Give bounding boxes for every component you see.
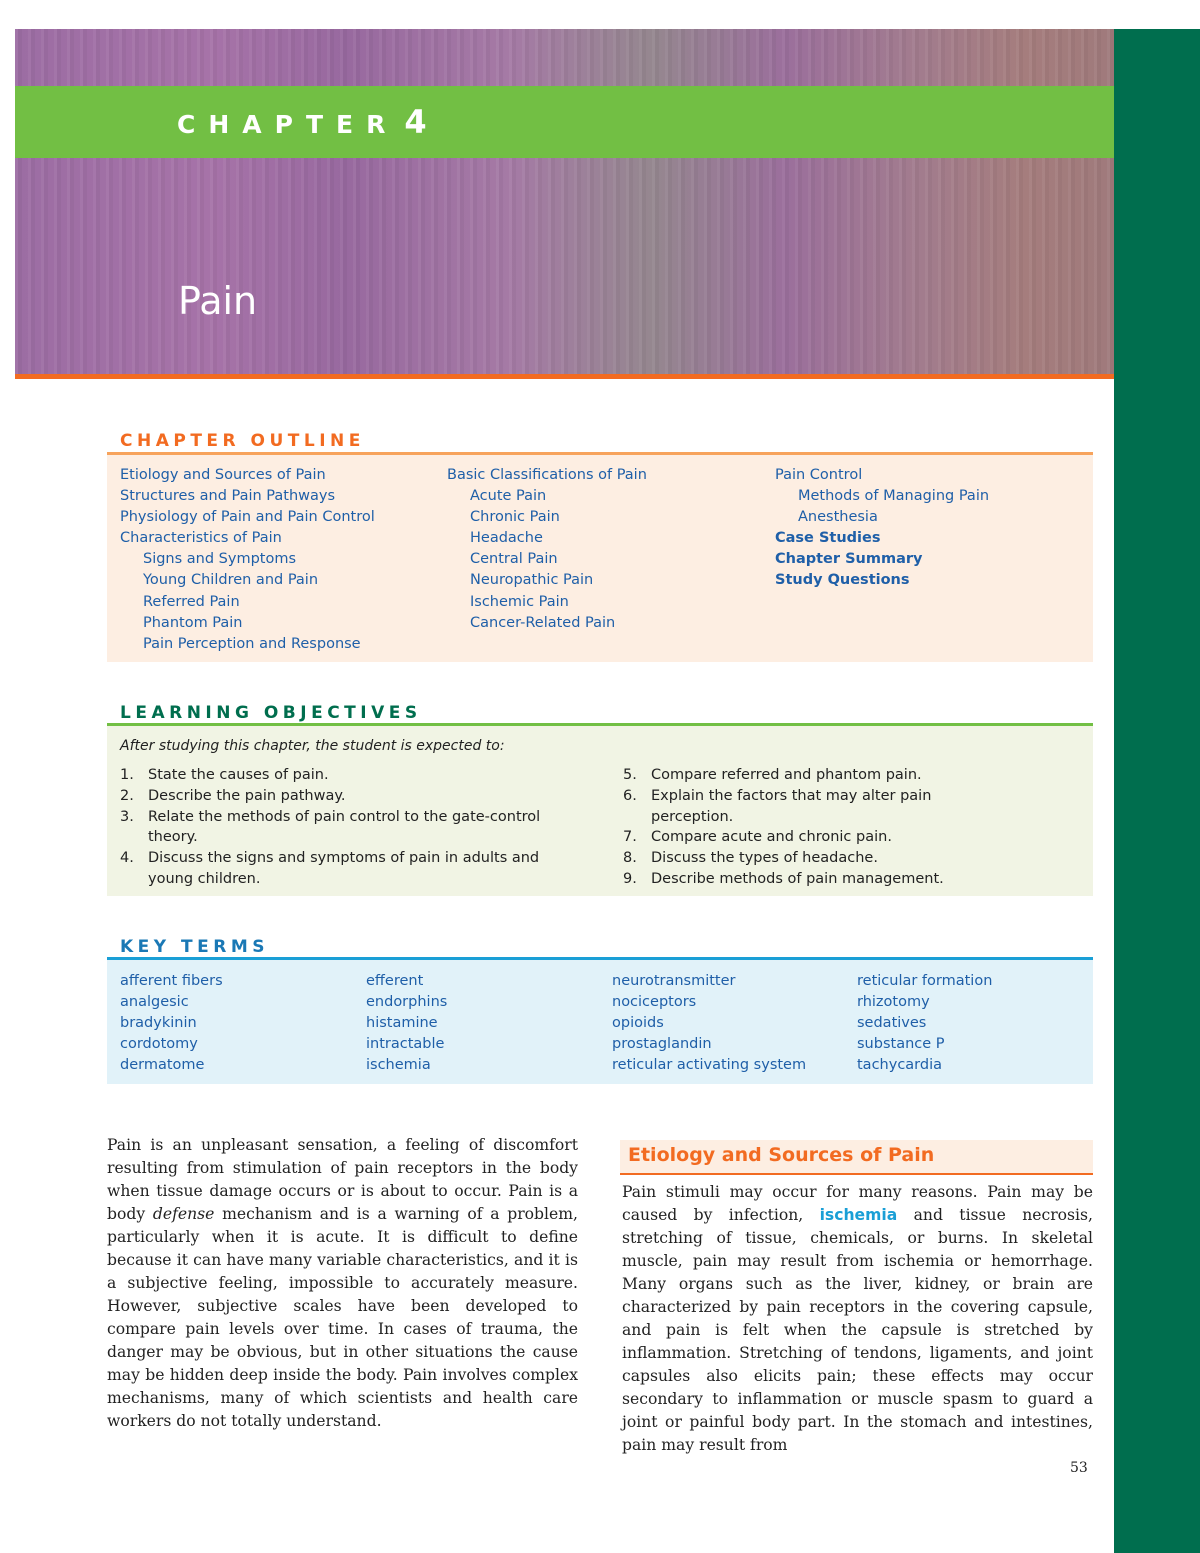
objective-text: Explain the factors that may alter pain perception. — [651, 787, 932, 825]
outline-item[interactable]: Chronic Pain — [470, 509, 560, 526]
outline-item[interactable]: Pain Control — [775, 467, 863, 483]
objective-number: 7. — [623, 829, 637, 846]
outline-item[interactable]: Signs and Symptoms — [143, 551, 297, 568]
key-terms-column — [857, 971, 992, 1076]
etiology-paragraph: Pain stimuli may occur for many reasons. Pain may be caused by infection, ischemia and tissue necrosis, stretching of tissue, chemicals, or burns. In skeletal muscle, pain may result from ischemia or hemorrhage. Many organs such as the liver, kidney, or brain are characterized by pain receptors in the covering capsule, and pain is felt when the capsule is stretched by inflammation. Stretching of tendons, ligaments, and joint capsules also elicits pain; these effects may occur secondary to inflammation or muscle spasm to guard a joint or painful body part. In the stomach and intestines, pain may result from — [622, 1183, 1093, 1454]
chapter-banner — [15, 29, 1114, 374]
learning-objectives — [107, 726, 1093, 896]
banner-divider — [15, 374, 1114, 379]
outline-item[interactable]: Pain Perception and Response — [143, 635, 361, 652]
key-terms-column — [366, 971, 447, 1076]
objective-item — [120, 848, 550, 890]
outline-item[interactable]: Central Pain — [470, 551, 558, 568]
objective-text: Discuss the types of headache. — [651, 850, 878, 867]
outline-item[interactable]: Phantom Pain — [143, 614, 243, 631]
objective-number: 6. — [623, 787, 637, 804]
objectives-column — [120, 765, 550, 890]
page-edge-bar — [1114, 29, 1200, 1553]
chapter-title: Pain — [178, 279, 258, 323]
objective-item — [623, 869, 953, 890]
objective-text: Compare acute and chronic pain. — [651, 829, 892, 846]
objective-number: 4. — [120, 850, 134, 867]
key-term[interactable]: histamine — [366, 1015, 438, 1032]
outline-column — [775, 465, 989, 592]
key-term[interactable]: rhizotomy — [857, 994, 930, 1011]
key-term[interactable]: analgesic — [120, 994, 189, 1011]
objective-number: 1. — [120, 767, 134, 783]
outline-item[interactable]: Chapter Summary — [775, 551, 923, 568]
outline-column — [120, 465, 375, 655]
page-number: 53 — [1070, 1460, 1088, 1476]
key-term[interactable]: dermatome — [120, 1057, 205, 1074]
objective-text: Compare referred and phantom pain. — [651, 767, 922, 783]
objective-item — [623, 786, 953, 828]
objective-text: Describe the pain pathway. — [148, 787, 346, 804]
objective-item — [120, 765, 550, 786]
section-heading-divider — [620, 1173, 1093, 1175]
outline-column — [447, 465, 647, 634]
objectives-column — [623, 765, 953, 890]
outline-item[interactable]: Ischemic Pain — [470, 593, 569, 610]
key-term[interactable]: endorphins — [366, 994, 448, 1011]
chapter-number: 4 — [404, 103, 427, 141]
objective-item — [623, 827, 953, 848]
key-terms-heading: KEY TERMS — [120, 937, 269, 957]
key-term[interactable]: neurotransmitter — [612, 973, 736, 989]
key-term[interactable]: bradykinin — [120, 1015, 197, 1032]
key-term[interactable]: ischemia — [366, 1057, 431, 1074]
outline-item[interactable]: Etiology and Sources of Pain — [120, 467, 326, 483]
chapter-outline — [107, 455, 1093, 662]
key-term[interactable]: opioids — [612, 1015, 664, 1032]
objective-item — [623, 765, 953, 786]
outline-item[interactable]: Cancer-Related Pain — [470, 614, 616, 631]
objective-number: 5. — [623, 767, 637, 783]
outline-item[interactable]: Basic Classifications of Pain — [447, 467, 647, 483]
key-term[interactable]: tachycardia — [857, 1057, 942, 1074]
objectives-heading: LEARNING OBJECTIVES — [120, 703, 422, 723]
objective-number: 9. — [623, 870, 637, 887]
key-term[interactable]: reticular activating system — [612, 1057, 807, 1074]
key-term[interactable]: afferent fibers — [120, 973, 223, 989]
outline-item[interactable]: Headache — [470, 530, 543, 547]
key-term[interactable]: cordotomy — [120, 1036, 198, 1053]
key-terms-column — [120, 971, 223, 1076]
objectives-intro: After studying this chapter, the student is expected to: — [120, 738, 505, 754]
outline-item[interactable]: Neuropathic Pain — [470, 572, 594, 589]
objective-number: 2. — [120, 787, 134, 804]
objective-item — [120, 786, 550, 807]
outline-item[interactable]: Study Questions — [775, 572, 910, 589]
intro-paragraph: Pain is an unpleasant sensation, a feeling of discomfort resulting from stimulation of pain receptors in the body when tissue damage occurs or is about to occur. Pain is a body defense mechanism and is a warning of a problem, particularly when it is acute. It is difficult to define because it can have many variable characteristics, and it is a subjective feeling, impossible to accurately measure. However, subjective scales have been developed to compare pain levels over time. In cases of trauma, the danger may be obvious, but in other situations the cause may be hidden deep inside the body. Pain involves complex mechanisms, many of which scientists and health care workers do not totally understand. — [107, 1136, 578, 1430]
outline-item[interactable]: Structures and Pain Pathways — [120, 488, 336, 505]
outline-item[interactable]: Anesthesia — [798, 509, 878, 526]
key-terms — [107, 960, 1093, 1084]
key-term[interactable]: efferent — [366, 973, 424, 989]
key-term[interactable]: reticular formation — [857, 973, 993, 989]
objective-number: 3. — [120, 808, 134, 825]
key-term[interactable]: nociceptors — [612, 994, 697, 1011]
outline-item[interactable]: Physiology of Pain and Pain Control — [120, 509, 375, 526]
chapter-label: CHAPTER 4 — [177, 103, 427, 141]
outline-item[interactable]: Case Studies — [775, 530, 881, 547]
key-term[interactable]: sedatives — [857, 1015, 927, 1032]
key-term[interactable]: substance P — [857, 1036, 945, 1053]
objective-item — [623, 848, 953, 869]
objective-item — [120, 807, 550, 849]
objective-number: 8. — [623, 850, 637, 867]
key-terms-column — [612, 971, 806, 1076]
outline-item[interactable]: Methods of Managing Pain — [798, 488, 990, 505]
objective-text: Relate the methods of pain control to the gate-control theory. — [148, 808, 541, 846]
outline-item[interactable]: Characteristics of Pain — [120, 530, 282, 547]
key-term-ischemia: ischemia — [819, 1206, 898, 1224]
objective-text: Discuss the signs and symptoms of pain in adults and young children. — [148, 850, 540, 887]
outline-item[interactable]: Acute Pain — [470, 488, 547, 505]
outline-item[interactable]: Young Children and Pain — [143, 572, 319, 589]
emphasis-defense: defense — [152, 1205, 215, 1223]
objective-text: State the causes of pain. — [148, 767, 329, 783]
objective-text: Describe methods of pain management. — [651, 870, 944, 887]
outline-item[interactable]: Referred Pain — [143, 593, 240, 610]
key-term[interactable]: intractable — [366, 1036, 445, 1053]
outline-heading: CHAPTER OUTLINE — [120, 431, 365, 451]
key-term[interactable]: prostaglandin — [612, 1036, 712, 1053]
section-heading: Etiology and Sources of Pain — [620, 1140, 1093, 1175]
